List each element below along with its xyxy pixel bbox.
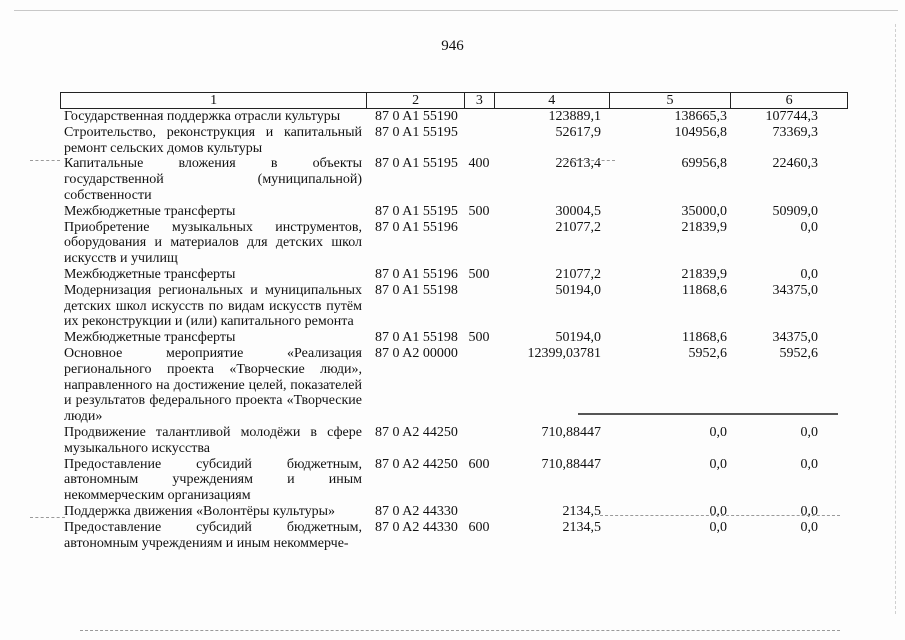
row-name: Межбюджетные трансферты [64, 330, 236, 346]
row-value-6: 0,0 [800, 424, 818, 440]
row-value-6: 107744,3 [765, 109, 818, 124]
row-type [464, 125, 494, 157]
row-value-6: 34375,0 [772, 330, 818, 346]
column-header-3: 3 [464, 93, 494, 108]
row-name: Продвижение талантливой молодёжи в сфере музыкального искусства [64, 424, 362, 456]
scan-artifact [560, 160, 615, 161]
row-value-4: 21077,2 [555, 219, 601, 235]
row-value-4: 2134,5 [562, 503, 601, 519]
row-value-6: 73369,3 [772, 124, 818, 140]
row-code: 87 0 A2 44330 [375, 503, 458, 519]
row-type [464, 109, 494, 125]
row-name: Межбюджетные трансферты [64, 266, 236, 282]
table-row [60, 204, 848, 220]
row-value-5: 11868,6 [682, 282, 727, 298]
row-code: 87 0 A2 44330 [375, 519, 458, 535]
row-type [464, 425, 494, 457]
table-row [60, 330, 848, 346]
table-row [60, 520, 848, 552]
row-name: Поддержка движения «Волонтёры культуры» [64, 503, 336, 519]
row-type [464, 346, 494, 425]
row-name: Межбюджетные трансферты [64, 203, 236, 219]
scan-artifact [30, 160, 60, 161]
scan-artifact [578, 413, 838, 415]
row-name: Строительство, реконструкция и капитальный ремонт сельских домов культуры [64, 124, 362, 156]
row-value-4: 710,88447 [541, 424, 601, 440]
row-name: Капитальные вложения в объекты государственной (муниципальной) собственности [64, 156, 362, 203]
page-top-edge [14, 10, 898, 11]
row-value-5: 5952,6 [688, 345, 727, 361]
column-header-5: 5 [609, 93, 731, 108]
table-row [60, 504, 848, 520]
row-type: 600 [468, 456, 490, 472]
row-name: Приобретение музыкальных инструментов, оборудования и материалов для детских школ искусств и училищ [64, 219, 362, 267]
row-value-4: 50194,0 [555, 282, 601, 298]
row-value-5: 35000,0 [681, 203, 727, 219]
row-value-6: 5952,6 [779, 345, 818, 361]
row-type [464, 220, 494, 267]
row-name: Предоставление субсидий бюджетным, автономным учреждениям и иным некоммерче- [64, 519, 362, 551]
row-type [464, 504, 494, 520]
table-row [60, 425, 848, 457]
table-header [60, 92, 848, 109]
row-type: 500 [468, 330, 490, 346]
row-value-5: 0,0 [709, 503, 727, 519]
row-type: 500 [468, 266, 490, 282]
row-code: 87 0 A1 55196 [375, 266, 458, 282]
row-value-5: 21839,9 [681, 266, 727, 282]
scan-artifact [30, 517, 65, 518]
row-value-4: 21077,2 [555, 266, 601, 282]
row-code: 87 0 A2 44250 [375, 456, 458, 472]
row-value-5: 0,0 [709, 456, 727, 472]
row-value-4: 12399,03781 [527, 345, 601, 361]
row-type: 600 [468, 519, 490, 535]
row-code: 87 0 A1 55195 [375, 203, 458, 219]
row-name: Основное мероприятие «Реализация регионального проекта «Творческие люди», направленного на достижение целей, показателей и результатов федерального проекта «Творческие люди» [64, 345, 362, 425]
row-value-4: 52617,9 [555, 124, 601, 140]
row-value-6: 0,0 [800, 219, 818, 235]
row-value-4: 123889,1 [548, 109, 601, 124]
row-type: 400 [468, 156, 490, 172]
row-code: 87 0 A2 00000 [375, 345, 458, 361]
table-row [60, 457, 848, 504]
column-header-1: 1 [210, 93, 218, 108]
row-code: 87 0 A1 55198 [375, 330, 458, 346]
row-value-5: 21839,9 [681, 219, 727, 235]
column-header-6: 6 [730, 93, 847, 108]
row-type [464, 283, 494, 330]
row-value-6: 50909,0 [772, 203, 818, 219]
table-row [60, 267, 848, 283]
row-value-5: 0,0 [709, 424, 727, 440]
row-code: 87 0 A1 55190 [375, 109, 458, 124]
scan-artifact [600, 515, 840, 516]
row-value-5: 0,0 [709, 519, 727, 535]
budget-table [60, 92, 848, 551]
row-code: 87 0 A2 44250 [375, 424, 458, 440]
row-value-6: 0,0 [800, 266, 818, 282]
row-code: 87 0 A1 55195 [375, 156, 458, 172]
row-value-5: 11868,6 [682, 330, 727, 346]
row-value-4: 2134,5 [562, 519, 601, 535]
row-value-5: 104956,8 [674, 124, 727, 140]
row-value-5: 69956,8 [681, 156, 727, 172]
row-code: 87 0 A1 55195 [375, 124, 458, 140]
row-code: 87 0 A1 55198 [375, 282, 458, 298]
row-code: 87 0 A1 55196 [375, 219, 458, 235]
column-header-2: 2 [366, 93, 464, 108]
row-name: Модернизация региональных и муниципальных детских школ искусств по видам искусств путём их реконструкции и (или) капитального ремонта [64, 282, 362, 330]
row-value-4: 30004,5 [555, 203, 601, 219]
column-header-4: 4 [494, 93, 609, 108]
page-number: 946 [441, 38, 464, 54]
table-row [60, 283, 848, 330]
row-name: Предоставление субсидий бюджетным, автономным учреждениям и иным некоммерческим организациям [64, 456, 362, 504]
row-value-6: 0,0 [800, 456, 818, 472]
row-value-4: 50194,0 [555, 330, 601, 346]
table-row [60, 125, 848, 157]
row-value-6: 0,0 [800, 519, 818, 535]
row-value-6: 22460,3 [772, 156, 818, 172]
row-value-4: 22613,4 [555, 156, 601, 172]
row-value-4: 710,88447 [541, 456, 601, 472]
row-value-5: 138665,3 [674, 109, 727, 124]
row-name: Государственная поддержка отрасли культуры [64, 109, 341, 124]
row-value-6: 0,0 [800, 503, 818, 519]
scan-artifact [80, 630, 840, 631]
row-value-6: 34375,0 [772, 282, 818, 298]
page-right-edge [895, 24, 896, 614]
table-row [60, 109, 848, 125]
table-row [60, 156, 848, 203]
row-type: 500 [468, 203, 490, 219]
table-row [60, 220, 848, 267]
